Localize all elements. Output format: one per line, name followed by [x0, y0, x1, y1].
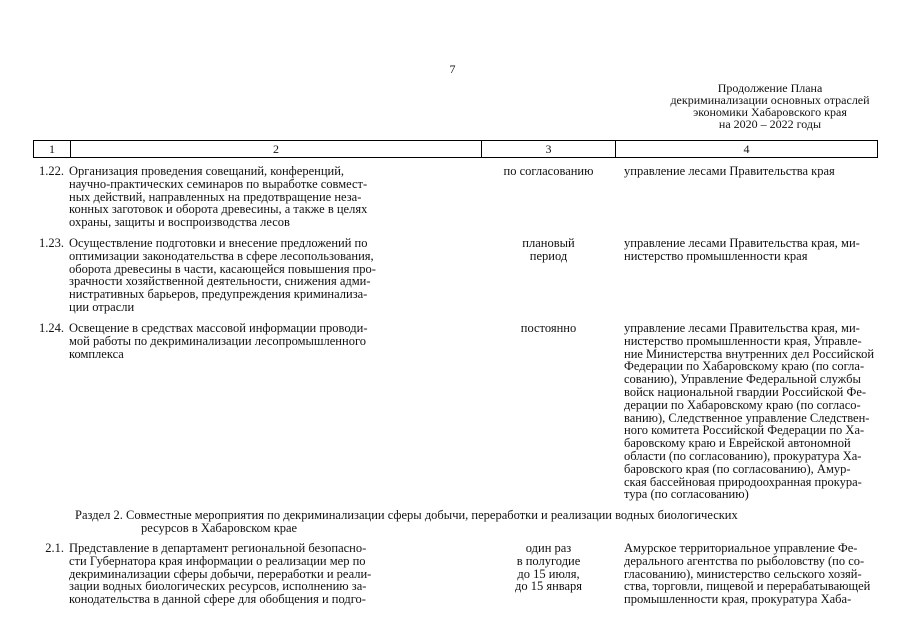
desc-line: декриминализации сферы добычи, переработки и реали- — [69, 566, 372, 581]
page-number: 7 — [449, 62, 456, 76]
desc-line: конных заготовок и оборота древесины, а также в целях — [69, 202, 368, 217]
section-heading-line: ресурсов в Хабаровском крае — [141, 521, 298, 535]
row-period — [479, 165, 612, 229]
row-number: 1.22. — [39, 164, 64, 178]
period-line: по согласованию — [503, 164, 594, 178]
exec-line: управление лесами Правительства края, ми- — [624, 321, 860, 335]
desc-line: сти Губернатора края информации о реализации мер по — [69, 553, 366, 568]
desc-line: конодательства в данной сфере для обобщения и подго- — [69, 592, 366, 607]
row-executor — [612, 165, 878, 229]
header-cell-3: 3 — [482, 141, 616, 157]
exec-line: нистерство промышленности края — [624, 248, 808, 263]
exec-line: ванию), Следственное управление Следствен- — [624, 410, 870, 425]
row-executor — [612, 542, 878, 606]
desc-line: зации водных биологических ресурсов, исполнению за- — [69, 579, 367, 594]
exec-line: дерации по Хабаровскому краю (по согласо- — [624, 397, 861, 412]
exec-line: гласованию), министерство сельского хозяй- — [624, 566, 862, 581]
exec-line: Амурское территориальное управление Фе- — [624, 541, 858, 555]
period-line: до 15 июля, — [517, 566, 580, 581]
row-executor — [612, 322, 878, 501]
row-number: 1.23. — [39, 236, 64, 250]
exec-line: баровскому краю и Еврейской автономной — [624, 436, 851, 451]
row-description — [69, 542, 479, 606]
exec-line: нистерство промышленности края, Управле- — [624, 333, 862, 348]
plan-continuation-heading — [640, 82, 900, 130]
exec-line: сованию), Управление Федеральной службы — [624, 372, 861, 387]
desc-line: Освещение в средствах массовой информации проводи- — [69, 321, 368, 335]
row-description — [69, 322, 479, 501]
continuation-line: на 2020 – 2022 годы — [718, 117, 822, 131]
exec-line: тура (по согласованию) — [624, 487, 749, 502]
header-cell-2: 2 — [71, 141, 482, 157]
desc-line: оптимизации законодательства в сфере лесопользования, — [69, 248, 374, 263]
desc-line: охраны, защиты и воспроизводства лесов — [69, 215, 290, 230]
desc-line: оборота древесины в части, касающейся повышения про- — [69, 261, 376, 276]
table-row — [33, 237, 878, 314]
exec-line: войск национальной гвардии Российской Фе- — [624, 384, 867, 399]
exec-line: дерального агентства по рыболовству (по со- — [624, 553, 865, 568]
row-description — [69, 237, 479, 314]
period-line: период — [529, 248, 568, 263]
desc-line: Осуществление подготовки и внесение предложений по — [69, 236, 368, 250]
row-executor — [612, 237, 878, 314]
header-cell-1: 1 — [34, 141, 71, 157]
exec-line: промышленности края, прокуратура Хаба- — [624, 592, 852, 607]
section-heading-line: Раздел 2. Совместные мероприятия по декриминализации сферы добычи, переработки и реализации водных биологических — [75, 508, 738, 522]
row-period — [479, 237, 612, 314]
table-header — [33, 140, 878, 158]
row-number: 2.1. — [45, 541, 64, 555]
desc-line: научно-практических семинаров по выработке совмест- — [69, 176, 368, 191]
continuation-line: экономики Хабаровского края — [693, 105, 847, 119]
desc-line: ных действий, направленных на предотвращение неза- — [69, 189, 362, 204]
desc-line: Организация проведения совещаний, конференций, — [69, 164, 345, 178]
row-period — [479, 542, 612, 606]
continuation-line: декриминализации основных отраслей — [670, 93, 870, 107]
row-number: 1.24. — [39, 321, 64, 335]
exec-line: управление лесами Правительства края — [624, 164, 835, 178]
period-line: до 15 января — [514, 579, 583, 594]
section-heading — [75, 509, 875, 535]
desc-line: Представление в департамент региональной безопасно- — [69, 541, 367, 555]
exec-line: управление лесами Правительства края, ми- — [624, 236, 860, 250]
table-row — [33, 542, 878, 606]
exec-line: ного комитета Российской Федерации по Ха- — [624, 423, 865, 438]
exec-line: Федерации по Хабаровскому краю (по согла- — [624, 359, 865, 374]
desc-line: зрачности хозяйственной деятельности, снижения адми- — [69, 274, 371, 289]
period-line: постоянно — [520, 321, 577, 335]
period-line: один раз — [525, 541, 572, 555]
table-row — [33, 322, 878, 501]
continuation-line: Продолжение Плана — [717, 81, 823, 95]
exec-line: области (по согласованию), прокуратура Ха- — [624, 448, 862, 463]
desc-line: нистративных барьеров, предупреждения криминализа- — [69, 287, 368, 302]
header-cell-4: 4 — [743, 142, 750, 156]
desc-line: комплекса — [69, 346, 124, 361]
desc-line: ции отрасли — [69, 299, 135, 314]
period-line: в полугодие — [516, 553, 581, 568]
table-row — [33, 165, 878, 229]
period-line: плановый — [522, 236, 575, 250]
exec-line: ская бассейновая природоохранная прокура- — [624, 474, 862, 489]
row-description — [69, 165, 479, 229]
exec-line: ства, торговли, пищевой и перерабатывающей — [624, 579, 871, 594]
row-period — [479, 322, 612, 501]
desc-line: мой работы по декриминализации лесопромышленного — [69, 333, 367, 348]
exec-line: ние Министерства внутренних дел Российской — [624, 346, 875, 361]
exec-line: баровского края (по согласованию), Амур- — [624, 461, 851, 476]
